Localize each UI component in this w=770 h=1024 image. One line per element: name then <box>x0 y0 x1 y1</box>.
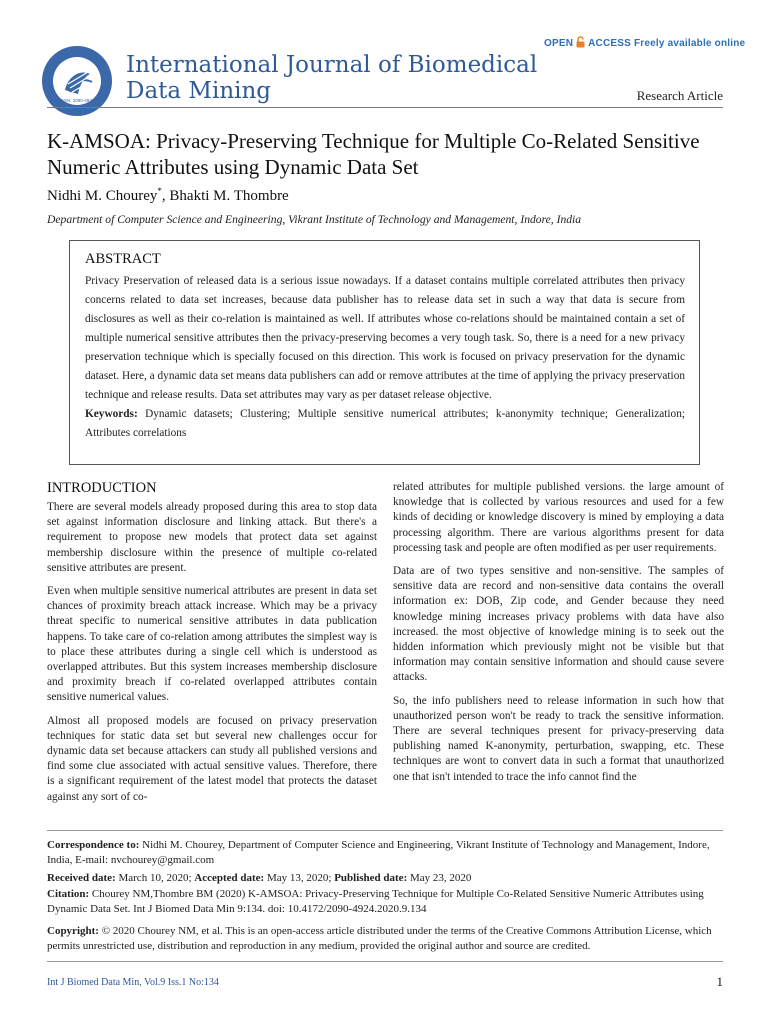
correspondence <box>47 838 724 868</box>
open-access-text: ACCESS Freely available online <box>588 38 746 49</box>
logo-issn: ISSN: 2090-4924 <box>59 98 95 103</box>
page-footer-divider <box>47 961 723 962</box>
correspondence-label: Correspondence to: <box>47 839 140 851</box>
journal-reference: Int J Biomed Data Min, Vol.9 Iss.1 No:134 <box>47 977 219 988</box>
journal-title <box>126 52 537 104</box>
open-access-banner[interactable] <box>544 36 745 51</box>
article-type: Research Article <box>636 88 723 103</box>
corresponding-mark: * <box>157 186 162 196</box>
open-lock-icon <box>576 36 585 51</box>
citation-text: Chourey NM,Thombre BM (2020) K-AMSOA: Privacy-Preserving Technique for Multiple Co-Related Sensitive Numeric Attributes using Dynamic Data Set. Int J Biomed Data Min 9:134. doi: 10.4172/2090-4924.2020.9.134 <box>47 888 704 915</box>
author-list <box>47 186 289 205</box>
abstract-body <box>85 272 685 443</box>
received-label: Received date: <box>47 872 116 884</box>
copyright-text: © 2020 Chourey NM, et al. This is an open-access article distributed under the terms of the Creative Commons Attribution License, which permits unrestricted use, distribution and reproduction in any medium, provided the original author and source are credited. <box>47 925 712 952</box>
open-access-label: OPEN <box>544 38 574 49</box>
paragraph: So, the info publishers need to release information in such how that unauthorized person won't be ready to track the sensitive information. There are several techniques present for privacy-preserving data publishing named K-anonymity, perturbation, swapping, etc. These techniques are wont to convert data in such a format that unauthorized one that isn't intended to trace the info cannot find the <box>393 694 724 783</box>
abstract-box <box>69 240 700 465</box>
paragraph: related attributes for multiple published versions. the large amount of knowledge that is collected by various resources and used for a few kinds of deciding or knowledge discovery is mined by employing a data processing algorithm. There are various algorithms present for data processing task and people are often modified as per user requirements. <box>393 481 724 554</box>
copyright-label: Copyright: <box>47 925 99 937</box>
paragraph: Almost all proposed models are focused on privacy preservation techniques for static data set but several new challenges occur for dynamic data set because attackers can study all published versions and find some clue associated with actual sensitive values. Therefore, there is a significant requirement of the latest model that protects the dataset against any sort of co- <box>47 714 377 803</box>
correspondence-text: Nidhi M. Chourey, Department of Computer Science and Engineering, Vikrant Institute of Technology and Management, Indore, India, E-mail: nvchourey@gmail.com <box>47 839 710 866</box>
citation-label: Citation: <box>47 888 90 900</box>
section-heading-introduction: INTRODUCTION <box>47 480 157 496</box>
accepted-label: Accepted date: <box>194 872 265 884</box>
received-date: March 10, 2020; <box>115 872 195 884</box>
published-label: Published date: <box>334 872 408 884</box>
copyright <box>47 924 724 954</box>
page-number: 1 <box>716 974 723 989</box>
keywords-label: Keywords: <box>85 408 138 420</box>
journal-title-line1: International Journal of Biomedical <box>126 52 538 78</box>
abstract-text: Privacy Preservation of released data is a serious issue nowadays. If a dataset contains multiple correlated attributes then privacy concerns related to data set increases, because data publisher has to release data set in such a way that data is secure from disclosures as well as their co-relation is maintained as well. If attributes whose co-relations should be maintained contain a set of multiple numerical sensitive attributes then the privacy-preserving becomes a very tough task. So, there is a need for a new privacy preservation technique which is specially focused on this direction. This work is focused on privacy preservation for the dynamic dataset. Here, a dynamic data set means data publishers can add or remove attributes at the time of applying the privacy preservation technique and release results. Data set attributes may vary as per dataset release objective. <box>85 275 685 401</box>
affiliation: Department of Computer Science and Engineering, Vikrant Institute of Technology and Management, Indore, India <box>47 213 582 226</box>
paragraph: There are several models already proposed during this area to stop data set against information disclosure and linking attack. But there's a requirement to propose new models that protect data set against membership disclosure within the presence of multiple co-related sensitive attributes are present. <box>47 501 377 574</box>
author-primary[interactable]: Nidhi M. Chourey <box>47 188 158 204</box>
citation <box>47 887 724 917</box>
keywords-text: Dynamic datasets; Clustering; Multiple sensitive numerical attributes; k-anonymity technique; Generalization; Attributes correlations <box>85 408 685 439</box>
abstract-heading: ABSTRACT <box>85 251 161 267</box>
footer-divider <box>47 830 723 831</box>
author-secondary[interactable]: , Bhakti M. Thombre <box>161 188 289 204</box>
left-column <box>47 500 377 813</box>
paragraph: Data are of two types sensitive and non-sensitive. The samples of sensitive data are record and non-sensitive data contains the overall information ex: DOB, Zip code, and Gender because they need knowledge mining increases privacy problems with data have also increased. the most objective of knowledge mining is to seek out the hidden information which previously might not be visible but that information may contain sensitive information and should cause severe attacks. <box>393 565 724 684</box>
dates <box>47 871 724 886</box>
right-column <box>393 480 724 793</box>
paragraph: Even when multiple sensitive numerical attributes are present in data set chances of proximity breach attack increase. Which may be a privacy threat specific to numerical sensitive attributes in data publication happens. To take care of co-relation among attributes the simplest way is to place these attributes during a single cell which is understood as overlapped attributes. But this system increases membership disclosure and proximity breach if co-related overlapped attributes contain sensitive numerical values. <box>47 585 377 704</box>
journal-title-line2: Data Mining <box>126 78 272 104</box>
article-title: K-AMSOA: Privacy-Preserving Technique for Multiple Co-Related Sensitive Numeric Attributes using Dynamic Data Set <box>47 129 700 179</box>
accepted-date: May 13, 2020; <box>264 872 335 884</box>
header-divider <box>47 107 723 108</box>
published-date: May 23, 2020 <box>407 872 472 884</box>
